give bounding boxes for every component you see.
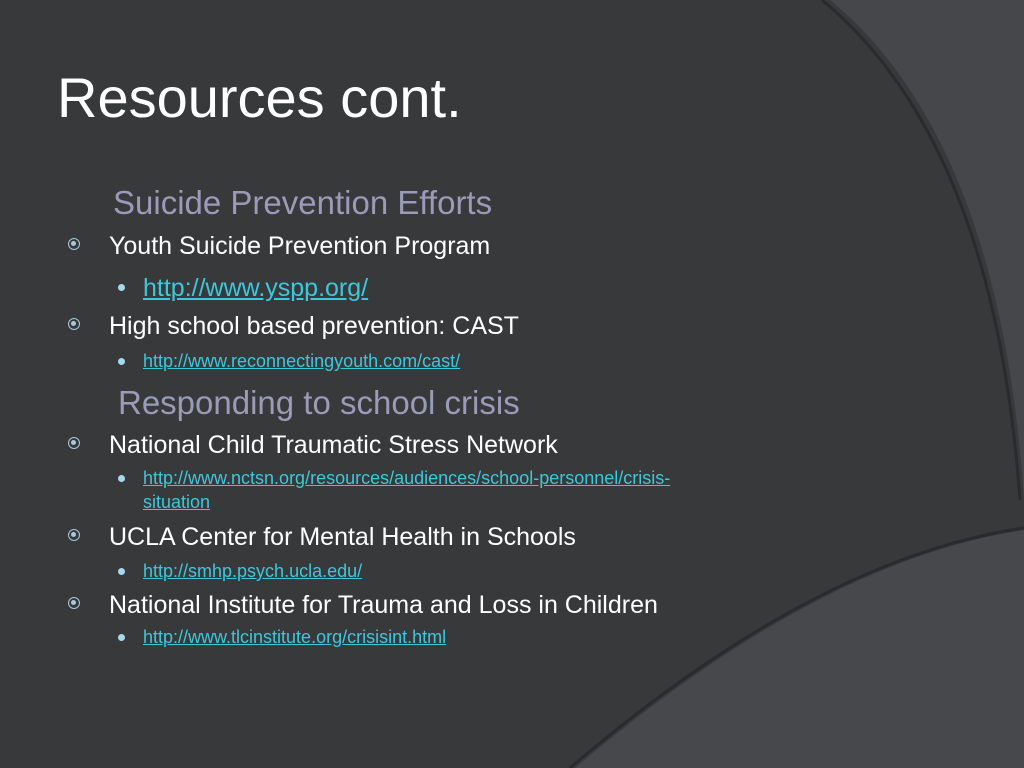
bullet-dot-icon (118, 568, 125, 575)
link-nctsn-continued[interactable]: situation (143, 492, 211, 512)
bullet-dot-icon (118, 358, 125, 365)
link-reconnectingyouth[interactable]: http://www.reconnectingyouth.com/cast/ (143, 351, 461, 371)
bullet-circle-icon (68, 318, 80, 330)
bullet-dot-icon (118, 634, 125, 641)
link-smhp-ucla[interactable]: http://smhp.psych.ucla.edu/ (143, 561, 363, 581)
list-item-label: National Child Traumatic Stress Network (109, 431, 558, 459)
section-heading-school-crisis: Responding to school crisis (118, 384, 520, 421)
section-heading-suicide-prevention: Suicide Prevention Efforts (113, 184, 493, 221)
bullet-circle-icon (68, 597, 80, 609)
link-nctsn[interactable]: http://www.nctsn.org/resources/audiences/school-personnel/crisis- (143, 468, 671, 488)
list-item-label: National Institute for Trauma and Loss in Children (109, 591, 658, 619)
bullet-dot-icon (118, 284, 125, 291)
list-item-label: UCLA Center for Mental Health in Schools (109, 523, 576, 551)
list-item-label: High school based prevention: CAST (109, 312, 519, 340)
link-tlcinstitute[interactable]: http://www.tlcinstitute.org/crisisint.html (143, 627, 447, 647)
bullet-circle-icon (68, 529, 80, 541)
bullet-circle-icon (68, 238, 80, 250)
bullet-dot-icon (118, 475, 125, 482)
list-item-label: Youth Suicide Prevention Program (109, 232, 491, 260)
slide-title: Resources cont. (57, 66, 462, 129)
bullet-circle-icon (68, 437, 80, 449)
link-yspp[interactable]: http://www.yspp.org/ (143, 274, 369, 302)
